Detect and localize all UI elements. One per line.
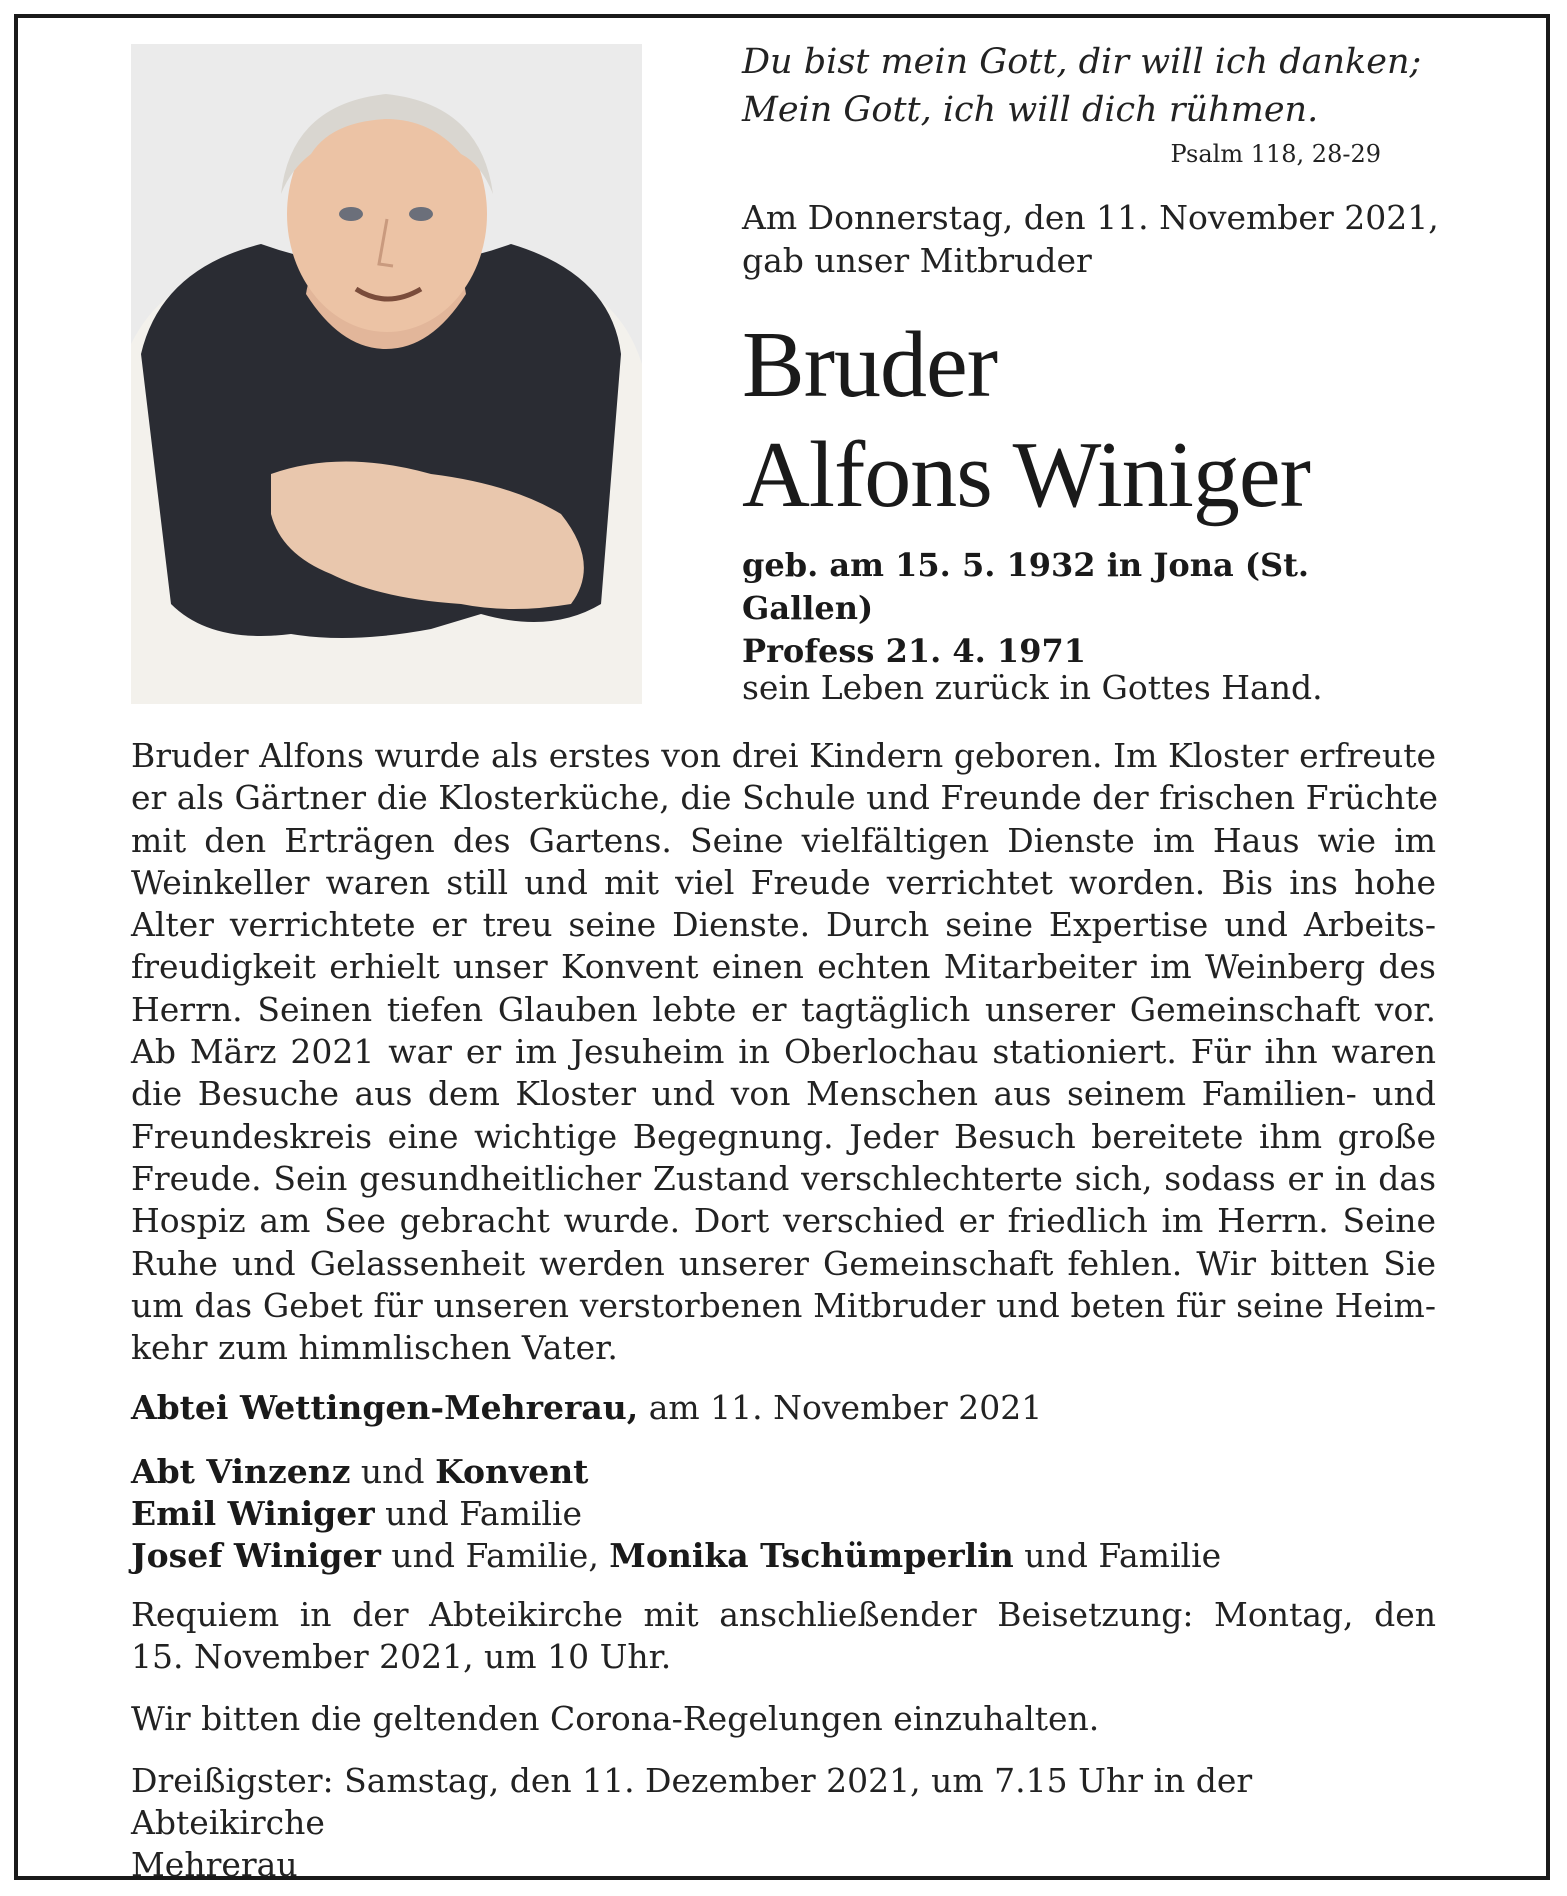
portrait-photo	[131, 44, 642, 704]
psalm-line-2: Mein Gott, ich will dich rühmen.	[742, 90, 1319, 130]
month-mind-line-1: Dreißigster: Samstag, den 11. Dezember 2021, um 7.15 Uhr in der Abteikirche	[131, 1761, 1253, 1842]
signature-date: am 11. November 2021	[638, 1388, 1043, 1427]
mourner-emil: Emil Winiger	[131, 1494, 375, 1533]
mourner-row	[131, 1535, 1436, 1577]
mourner-abt: Abt Vinzenz	[131, 1452, 351, 1491]
name-line-1: Bruder	[742, 313, 998, 417]
requiem-line-1: Requiem in der Abteikirche mit anschließender Beisetzung: Montag, den	[131, 1595, 1436, 1634]
mourner-row	[131, 1493, 1436, 1535]
mourner-monika: Monika Tschümperlin	[609, 1536, 1014, 1575]
intro-line-1: Am Donnerstag, den 11. November 2021,	[742, 198, 1439, 237]
bio-line: Weinkeller waren still und mit viel Freude verrichtet worden. Bis ins hohe	[131, 862, 1436, 902]
connector-text: und Familie	[374, 1494, 583, 1533]
psalm-line-1: Du bist mein Gott, dir will ich danken;	[742, 42, 1422, 82]
bio-line: Freude. Sein gesundheitlicher Zustand verschlechterte sich, sodass er in das	[131, 1158, 1436, 1198]
mourner-konvent: Konvent	[435, 1452, 589, 1491]
bio-line: die Besuche aus dem Kloster und von Menschen aus seinem Familien- und	[131, 1074, 1436, 1114]
mourners-list	[131, 1451, 1436, 1577]
bio-line: freudigkeit erhielt unser Konvent einen echten Mitarbeiter im Weinberg des	[131, 947, 1436, 987]
bio-line: Bruder Alfons wurde als erstes von drei Kindern geboren. Im Kloster erfreute	[131, 736, 1436, 775]
bio-line: Alter verrichtete er treu seine Dienste. Durch seine Expertise und Arbeits-	[131, 905, 1436, 945]
profess-date: Profess 21. 4. 1971	[742, 632, 1086, 670]
birth-date: geb. am 15. 5. 1932 in Jona (St. Gallen)	[742, 546, 1310, 627]
abbey-name: Abtei Wettingen-Mehrerau,	[131, 1388, 639, 1427]
bio-line: Ruhe und Gelassenheit werden unserer Gemeinschaft fehlen. Wir bitten Sie	[131, 1243, 1436, 1283]
life-dates	[742, 544, 1442, 673]
bio-line: um das Gebet für unseren verstorbenen Mitbruder und beten für seine Heim-	[131, 1285, 1436, 1325]
bio-line: Freundeskreis eine wichtige Begegnung. Jeder Besuch bereitete ihm große	[131, 1116, 1436, 1156]
closing-phrase: sein Leben zurück in Gottes Hand.	[742, 668, 1323, 707]
deceased-name	[742, 310, 1442, 530]
bio-line: Hospiz am See gebracht wurde. Dort verschied er friedlich im Herrn. Seine	[131, 1201, 1436, 1241]
psalm-reference: Psalm 118, 28-29	[1170, 140, 1381, 168]
psalm-quote	[742, 38, 1442, 134]
abbey-signature	[131, 1387, 1436, 1429]
bio-line: kehr zum himmlischen Vater.	[131, 1328, 618, 1368]
corona-notice: Wir bitten die geltenden Corona-Regelungen einzuhalten.	[131, 1699, 1100, 1738]
bio-line: Ab März 2021 war er im Jesuheim in Oberlochau stationiert. Für ihn waren	[131, 1032, 1436, 1072]
intro-line-2: gab unser Mitbruder	[742, 241, 1092, 280]
intro-text	[742, 196, 1442, 282]
connector-text: und Familie	[1013, 1536, 1222, 1575]
month-mind-line-2: Mehrerau	[131, 1845, 298, 1884]
connector-text: und Familie,	[380, 1536, 610, 1575]
requiem-line-2: 15. November 2021, um 10 Uhr.	[131, 1637, 672, 1676]
bio-line: mit den Erträgen des Gartens. Seine vielfältigen Dienste im Haus wie im	[131, 820, 1436, 860]
connector-text: und	[350, 1452, 436, 1491]
portrait-illustration	[131, 44, 642, 704]
name-line-2: Alfons Winiger	[742, 423, 1310, 527]
mourner-josef: Josef Winiger	[131, 1536, 381, 1575]
mourner-row	[131, 1451, 1436, 1493]
bio-line: Herrn. Seinen tiefen Glauben lebte er tagtäglich unserer Gemeinschaft vor.	[131, 989, 1436, 1029]
requiem-info	[131, 1594, 1436, 1678]
biography	[131, 735, 1439, 1369]
month-mind-mass	[131, 1760, 1436, 1886]
bio-line: er als Gärtner die Klosterküche, die Schule und Freunde der frischen Früchte	[131, 778, 1439, 818]
